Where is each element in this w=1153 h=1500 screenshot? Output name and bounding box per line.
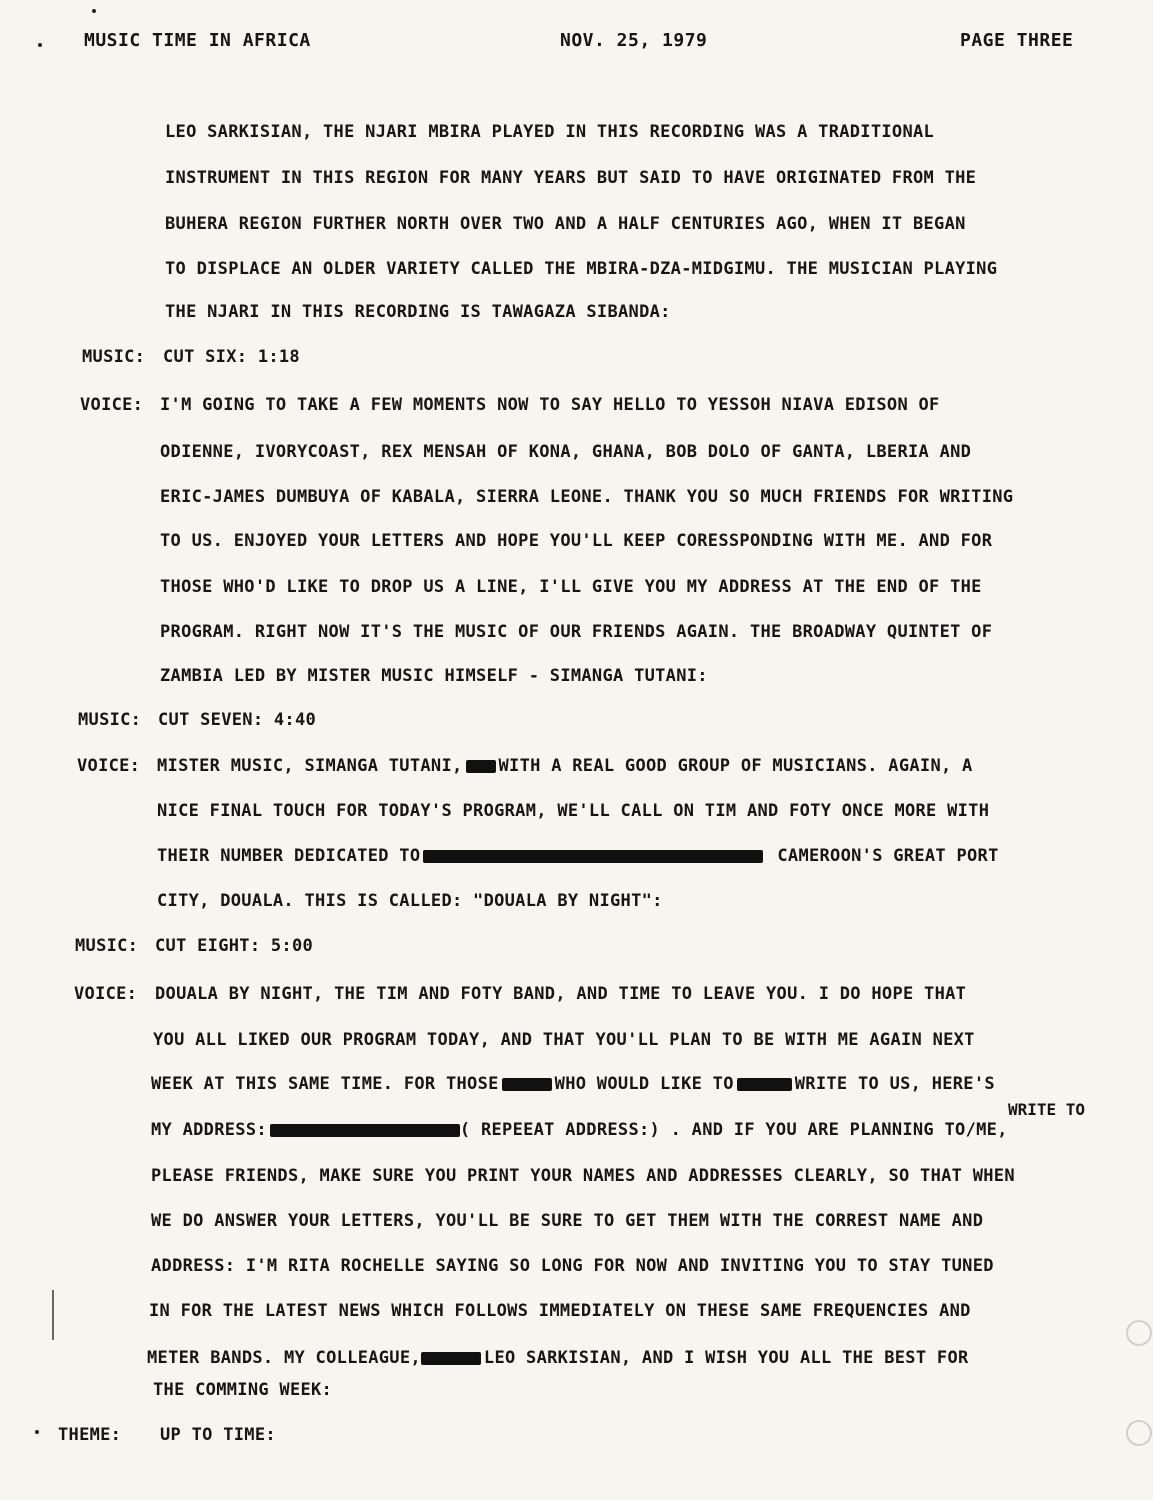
redaction-mark [737, 1078, 792, 1091]
theme-cue: UP TO TIME: [160, 1425, 276, 1445]
voice-text: WITH A REAL GOOD GROUP OF MUSICIANS. AGAIN, A [498, 756, 973, 776]
intro-line: TO DISPLACE AN OLDER VARIETY CALLED THE MBIRA-DZA-MIDGIMU. THE MUSICIAN PLAYING [165, 259, 998, 279]
voice-line: IN FOR THE LATEST NEWS WHICH FOLLOWS IMMEDIATELY ON THESE SAME FREQUENCIES AND [149, 1301, 971, 1321]
voice-line [151, 1120, 1008, 1140]
music-label: MUSIC: [78, 710, 142, 730]
stray-mark [35, 1430, 39, 1434]
voice-line: I'M GOING TO TAKE A FEW MOMENTS NOW TO SAY HELLO TO YESSOH NIAVA EDISON OF [160, 395, 940, 415]
voice-line: WE DO ANSWER YOUR LETTERS, YOU'LL BE SURE TO GET THEM WITH THE CORREST NAME AND [151, 1211, 984, 1231]
margin-line [52, 1290, 54, 1340]
stray-mark [38, 43, 42, 47]
voice-label: VOICE: [77, 756, 141, 776]
voice-text: WRITE TO US, HERE'S [794, 1074, 995, 1094]
voice-text: CAMEROON'S GREAT PORT [777, 846, 999, 866]
theme-label: THEME: [58, 1425, 122, 1445]
music-label: MUSIC: [75, 936, 139, 956]
intro-line: BUHERA REGION FURTHER NORTH OVER TWO AND A HALF CENTURIES AGO, WHEN IT BEGAN [165, 214, 966, 234]
voice-text: WHO WOULD LIKE TO [554, 1074, 734, 1094]
voice-line: PLEASE FRIENDS, MAKE SURE YOU PRINT YOUR NAMES AND ADDRESSES CLEARLY, SO THAT WHEN [151, 1166, 1015, 1186]
program-title: MUSIC TIME IN AFRICA [84, 30, 311, 51]
voice-label: VOICE: [74, 984, 138, 1004]
voice-line: ODIENNE, IVORYCOAST, REX MENSAH OF KONA, GHANA, BOB DOLO OF GANTA, LBERIA AND [160, 442, 972, 462]
voice-line: PROGRAM. RIGHT NOW IT'S THE MUSIC OF OUR FRIENDS AGAIN. THE BROADWAY QUINTET OF [160, 622, 993, 642]
voice-line: TO US. ENJOYED YOUR LETTERS AND HOPE YOU'LL KEEP CORESSPONDING WITH ME. AND FOR [160, 531, 993, 551]
music-cue: CUT SIX: 1:18 [163, 347, 300, 367]
voice-line: ZAMBIA LED BY MISTER MUSIC HIMSELF - SIMANGA TUTANI: [160, 666, 708, 686]
voice-text: METER BANDS. MY COLLEAGUE, [147, 1348, 421, 1368]
redaction-mark [421, 1352, 481, 1365]
redaction-mark [502, 1078, 552, 1091]
voice-line [157, 846, 999, 866]
music-label: MUSIC: [82, 347, 146, 367]
voice-line: DOUALA BY NIGHT, THE TIM AND FOTY BAND, AND TIME TO LEAVE YOU. I DO HOPE THAT [155, 984, 967, 1004]
redaction-mark [423, 850, 763, 863]
voice-line: CITY, DOUALA. THIS IS CALLED: "DOUALA BY NIGHT": [157, 891, 663, 911]
intro-line: LEO SARKISIAN, THE NJARI MBIRA PLAYED IN THIS RECORDING WAS A TRADITIONAL [165, 122, 935, 142]
redaction-mark [270, 1124, 460, 1137]
voice-line: NICE FINAL TOUCH FOR TODAY'S PROGRAM, WE'LL CALL ON TIM AND FOTY ONCE MORE WITH [157, 801, 990, 821]
voice-line: ERIC-JAMES DUMBUYA OF KABALA, SIERRA LEONE. THANK YOU SO MUCH FRIENDS FOR WRITING [160, 487, 1014, 507]
voice-label: VOICE: [80, 395, 144, 415]
voice-line: ADDRESS: I'M RITA ROCHELLE SAYING SO LONG FOR NOW AND INVITING YOU TO STAY TUNED [151, 1256, 994, 1276]
voice-text: THEIR NUMBER DEDICATED TO [157, 846, 421, 866]
voice-text: MY ADDRESS: [151, 1120, 267, 1140]
voice-text: LEO SARKISIAN, AND I WISH YOU ALL THE BEST FOR [483, 1348, 969, 1368]
intro-line: THE NJARI IN THIS RECORDING IS TAWAGAZA SIBANDA: [165, 302, 671, 322]
music-cue: CUT EIGHT: 5:00 [155, 936, 314, 956]
handwritten-insert: WRITE TO [1008, 1100, 1086, 1119]
redaction-mark [466, 760, 496, 773]
page-number: PAGE THREE [960, 30, 1074, 51]
voice-line: THOSE WHO'D LIKE TO DROP US A LINE, I'LL GIVE YOU MY ADDRESS AT THE END OF THE [160, 577, 982, 597]
voice-line: THE COMMING WEEK: [153, 1380, 333, 1400]
voice-text: MISTER MUSIC, SIMANGA TUTANI, [157, 756, 463, 776]
punch-hole [1126, 1420, 1152, 1446]
voice-line [151, 1074, 995, 1094]
voice-line [147, 1348, 969, 1368]
voice-line [157, 756, 973, 776]
intro-line: INSTRUMENT IN THIS REGION FOR MANY YEARS BUT SAID TO HAVE ORIGINATED FROM THE [165, 168, 977, 188]
music-cue: CUT SEVEN: 4:40 [158, 710, 317, 730]
voice-text: WEEK AT THIS SAME TIME. FOR THOSE [151, 1074, 499, 1094]
voice-line: YOU ALL LIKED OUR PROGRAM TODAY, AND THAT YOU'LL PLAN TO BE WITH ME AGAIN NEXT [153, 1030, 975, 1050]
stray-mark [92, 9, 96, 13]
punch-hole [1126, 1320, 1152, 1346]
voice-text: ( REPEEAT ADDRESS:) . AND IF YOU ARE PLANNING TO/ME, [459, 1120, 1008, 1140]
script-date: NOV. 25, 1979 [560, 30, 708, 51]
